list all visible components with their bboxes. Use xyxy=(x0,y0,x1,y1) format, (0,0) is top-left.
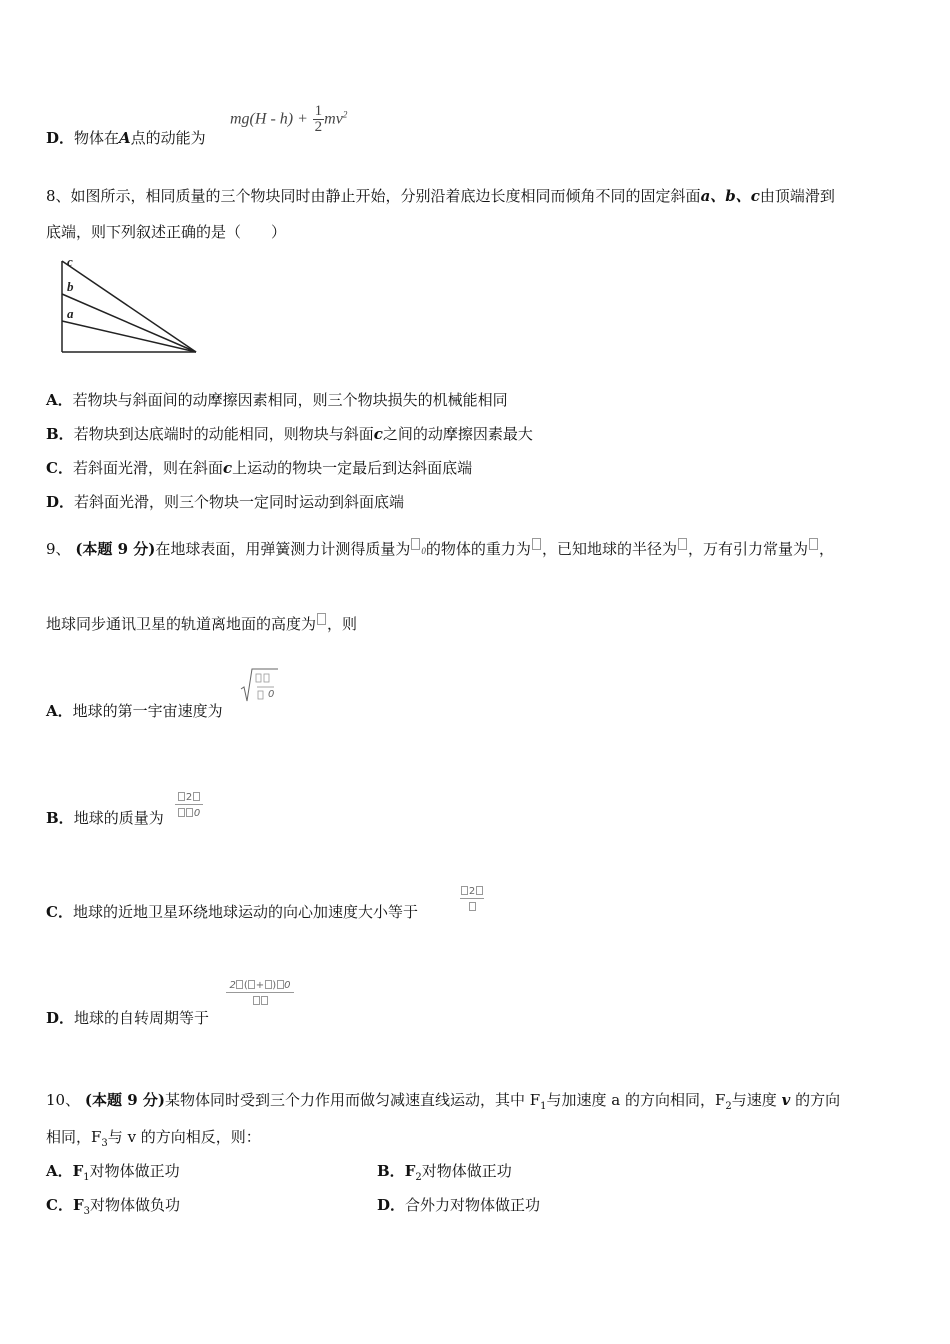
option-label: D． xyxy=(46,1009,75,1027)
subscript: 3 xyxy=(101,1138,108,1149)
option-text: 若物块到达底端时的动能相同，则物块与斜面 xyxy=(73,425,374,443)
stem-text: 的物体的重力为 xyxy=(425,540,531,558)
option-text: 对物体做负功 xyxy=(89,1196,180,1214)
option-text: 地球的自转周期等于 xyxy=(74,1009,210,1027)
option-text: 上运动的物块一定最后到达斜面底端 xyxy=(232,459,473,477)
stem-text: 某物体同时受到三个力作用而做匀减速直线运动，其中 F xyxy=(164,1091,541,1109)
kinetic-energy-formula xyxy=(230,104,347,135)
subscript: 1 xyxy=(540,1101,547,1112)
missing-glyph-icon xyxy=(678,538,687,550)
option-label: C． xyxy=(46,459,73,477)
slope-variable: c xyxy=(373,425,383,443)
q7-option-d xyxy=(46,128,206,148)
question-number: 9、 xyxy=(46,540,71,558)
stem-text: ，万有引力常量为 xyxy=(687,540,808,558)
q8-option-a xyxy=(46,390,508,410)
acceleration-formula xyxy=(458,884,486,911)
option-label: D． xyxy=(377,1196,406,1214)
option-text: 之间的动摩擦因素最大 xyxy=(382,425,533,443)
q8-option-b xyxy=(46,424,533,444)
question-score: (本题 9 分) xyxy=(75,540,156,558)
period-formula xyxy=(224,978,296,1005)
stem-text: 与加速度 a 的方向相同，F xyxy=(546,1091,726,1109)
formula-suffix: mv xyxy=(324,110,343,128)
option-text: 地球的近地卫星环绕地球运动的向心加速度大小等于 xyxy=(72,903,418,921)
option-label: B． xyxy=(46,425,74,443)
option-label: A． xyxy=(46,1162,73,1180)
force-symbol: F xyxy=(72,1196,84,1214)
option-label: C． xyxy=(46,1196,73,1214)
slope-c xyxy=(62,261,196,352)
missing-glyph-icon xyxy=(532,538,541,550)
denominator xyxy=(458,900,486,911)
subscript: 0 xyxy=(421,546,426,556)
subscript: 2 xyxy=(415,1172,422,1183)
option-text: 对物体做正功 xyxy=(421,1162,512,1180)
slope-variable: c xyxy=(222,459,233,477)
q8-option-d xyxy=(46,492,404,512)
label-c: c xyxy=(67,256,73,269)
q9-option-a xyxy=(46,701,223,721)
question-number: 10、 xyxy=(46,1091,81,1109)
formula-prefix: mg(H - h) + xyxy=(230,110,308,128)
q9-stem-line2 xyxy=(46,613,357,634)
stem-text: 的方向 xyxy=(795,1091,841,1109)
missing-glyph-icon xyxy=(411,538,420,550)
stem-text: ，已知地球的半径为 xyxy=(541,540,677,558)
q8-stem-line1 xyxy=(46,186,835,206)
q9-option-c xyxy=(46,902,418,922)
subscript: 3 xyxy=(83,1206,90,1217)
option-label: B． xyxy=(46,809,74,827)
stem-text: 相同，F xyxy=(46,1128,102,1146)
stem-text: 与速度 xyxy=(731,1091,777,1109)
slope-b xyxy=(62,294,196,352)
q10-option-c xyxy=(46,1195,180,1222)
stem-text: 在地球表面，用弹簧测力计测得质量为 xyxy=(155,540,411,558)
exponent: 2 xyxy=(342,109,348,120)
label-b: b xyxy=(67,279,74,294)
stem-text: 地球同步通讯卫星的轨道离地面的高度为 xyxy=(46,615,317,633)
numerator: 2 xyxy=(458,884,486,897)
option-label: A． xyxy=(46,702,73,720)
missing-glyph-icon xyxy=(317,613,326,625)
denominator: 0 xyxy=(173,806,205,819)
fraction xyxy=(313,104,325,135)
numerator: 2 xyxy=(173,790,205,803)
force-symbol: F xyxy=(72,1162,84,1180)
stem-text: 8、如图所示，相同质量的三个物块同时由静止开始，分别沿着底边长度相同而倾角不同的固定斜面 xyxy=(46,187,701,205)
label-a: a xyxy=(67,306,74,321)
numerator: 1 xyxy=(314,103,323,119)
q9-option-b xyxy=(46,808,164,828)
stem-text: 底端，则下列叙述正确的是（ ） xyxy=(46,223,287,241)
inclined-planes-figure xyxy=(55,256,215,356)
stem-text: 由顶端滑到 xyxy=(759,187,835,205)
q8-stem-line2 xyxy=(46,222,286,242)
option-label: D． xyxy=(46,129,75,147)
velocity-variable: v xyxy=(781,1091,791,1109)
force-symbol: F xyxy=(404,1162,416,1180)
option-text: 对物体做正功 xyxy=(89,1162,180,1180)
q10-option-a xyxy=(46,1161,180,1188)
point-variable: A xyxy=(119,129,131,147)
denominator xyxy=(224,994,296,1005)
q9-stem-line1 xyxy=(46,538,834,561)
stem-text: ，则 xyxy=(327,615,358,633)
slope-a xyxy=(62,321,196,352)
option-label: C． xyxy=(46,903,73,921)
q10-stem-line1 xyxy=(46,1090,840,1117)
numerator: 2 ( + ) 0 xyxy=(229,980,291,991)
subscript: 1 xyxy=(83,1172,90,1183)
option-text: 若物块与斜面间的动摩擦因素相同，则三个物块损失的机械能相同 xyxy=(72,391,508,409)
missing-glyph-icon xyxy=(809,538,818,550)
denominator: 2 xyxy=(314,119,323,135)
subscript: 0 xyxy=(268,689,275,700)
sqrt-symbol-icon xyxy=(240,667,280,707)
mass-formula xyxy=(173,790,205,819)
option-text: 点的动能为 xyxy=(130,129,206,147)
q8-option-c xyxy=(46,458,472,478)
stem-text: ， xyxy=(818,540,834,558)
slope-variables: a、b、c xyxy=(700,187,760,205)
option-text: 物体在 xyxy=(74,129,120,147)
option-text: 地球的质量为 xyxy=(73,809,164,827)
q10-stem-line2 xyxy=(46,1127,261,1154)
q10-option-d xyxy=(377,1195,540,1215)
option-label: B． xyxy=(377,1162,405,1180)
option-text: 若斜面光滑，则三个物块一定同时运动到斜面底端 xyxy=(74,493,405,511)
q9-option-d xyxy=(46,1008,209,1028)
option-text: 若斜面光滑，则在斜面 xyxy=(72,459,223,477)
option-text: 地球的第一宇宙速度为 xyxy=(72,702,223,720)
option-label: A． xyxy=(46,391,73,409)
option-text: 合外力对物体做正功 xyxy=(405,1196,541,1214)
q10-option-b xyxy=(377,1161,512,1188)
option-label: D． xyxy=(46,493,75,511)
question-score: (本题 9 分) xyxy=(84,1091,165,1109)
stem-text: 与 v 的方向相反，则： xyxy=(107,1128,261,1146)
subscript: 2 xyxy=(725,1101,732,1112)
